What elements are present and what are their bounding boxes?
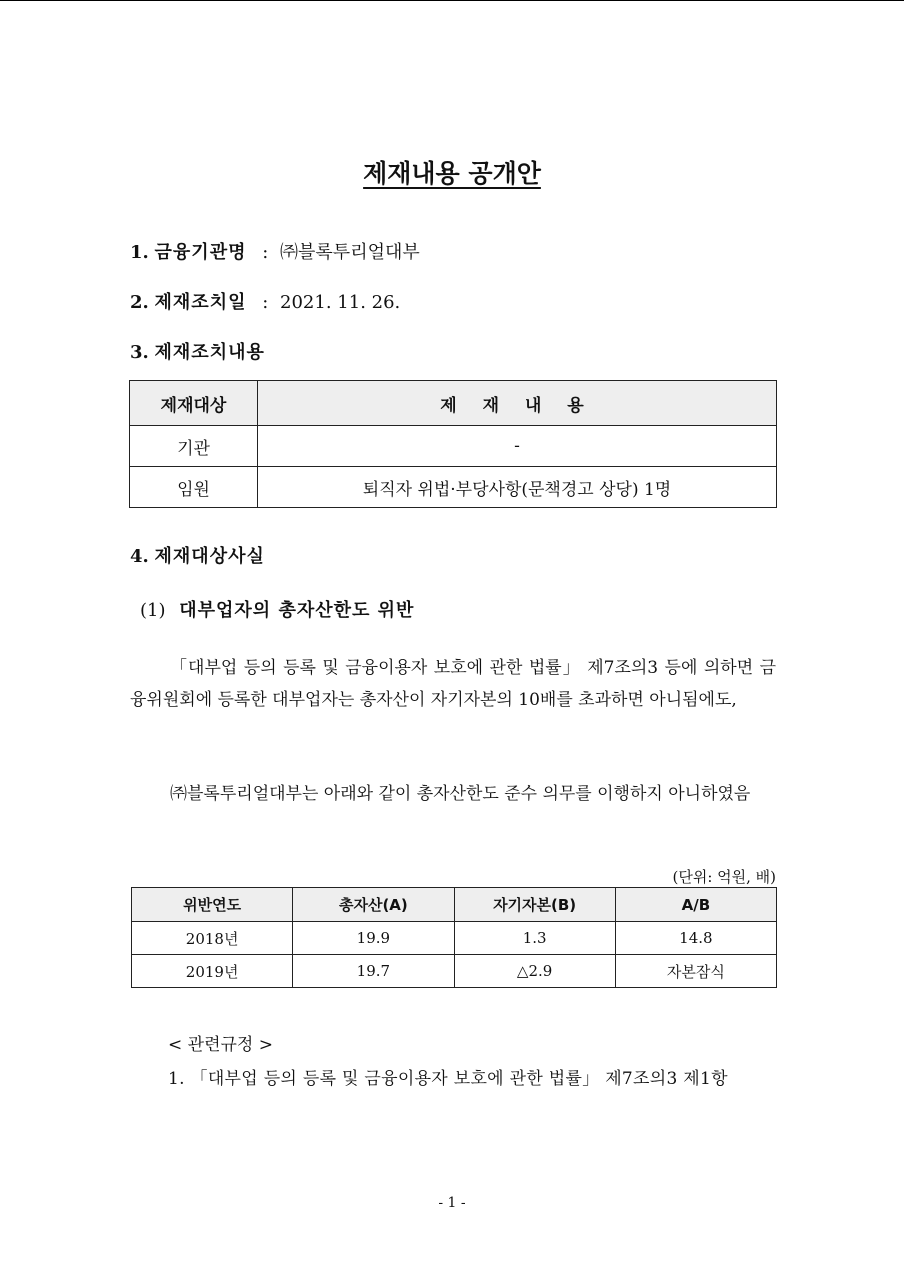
page-title: 제재내용 공개안 xyxy=(363,159,541,188)
cell-equity: △2.9 xyxy=(454,955,615,988)
subsection-label: 대부업자의 총자산한도 위반 xyxy=(179,600,415,621)
action-date-heading xyxy=(130,288,400,314)
section-label: 제재대상사실 xyxy=(154,546,265,567)
paragraph-text: ㈜블록투리얼대부는 아래와 같이 총자산한도 준수 의무를 이행하지 아니하였음 xyxy=(170,784,751,804)
institution-heading xyxy=(130,238,420,264)
cell-year: 2019년 xyxy=(132,955,293,988)
cell-ratio: 자본잠식 xyxy=(615,955,776,988)
paragraph-text: 「대부업 등의 등록 및 금융이용자 보호에 관한 법률」 제7조의3 등에 의하면 금융위원회에 등록한 대부업자는 총자산이 자기자본의 10배를 초과하면 아니됨에도, xyxy=(130,658,776,710)
header-assets: 총자산(A) xyxy=(293,888,454,922)
violation-table xyxy=(131,887,777,988)
section-label: 제재조치내용 xyxy=(154,342,265,363)
paragraph-violation xyxy=(130,778,776,810)
section-label: 제재조치일 xyxy=(154,292,247,313)
institution-name: ㈜블록투리얼대부 xyxy=(280,242,420,263)
action-date-value: 2021. 11. 26. xyxy=(280,292,401,313)
header-target: 제재대상 xyxy=(130,381,258,426)
section-number: 2. xyxy=(130,292,149,313)
regulations-title: < 관련규정 > xyxy=(168,1035,273,1055)
page-number: - 1 - xyxy=(438,1195,466,1211)
cell-equity: 1.3 xyxy=(454,922,615,955)
subsection-number: (1) xyxy=(140,600,166,621)
cell-content: - xyxy=(258,426,777,467)
top-border-line xyxy=(0,0,904,1)
table-header-row xyxy=(130,381,777,426)
cell-assets: 19.9 xyxy=(293,922,454,955)
header-content: 제 재 내 용 xyxy=(258,381,777,426)
separator: : xyxy=(262,242,269,263)
facts-heading xyxy=(130,542,265,568)
cell-year: 2018년 xyxy=(132,922,293,955)
subsection-heading xyxy=(140,596,414,622)
section-label: 금융기관명 xyxy=(154,242,247,263)
table-row xyxy=(132,955,777,988)
section-number: 1. xyxy=(130,242,149,263)
cell-target: 기관 xyxy=(130,426,258,467)
section-number: 3. xyxy=(130,342,149,363)
table-row xyxy=(130,467,777,508)
table-header-row xyxy=(132,888,777,922)
header-ratio: A/B xyxy=(615,888,776,922)
paragraph-legal-basis xyxy=(130,652,776,716)
cell-content: 퇴직자 위법·부당사항(문책경고 상당) 1명 xyxy=(258,467,777,508)
cell-target: 임원 xyxy=(130,467,258,508)
unit-note: (단위: 억원, 배) xyxy=(672,868,776,886)
table-row xyxy=(132,922,777,955)
header-year: 위반연도 xyxy=(132,888,293,922)
table-row xyxy=(130,426,777,467)
cell-assets: 19.7 xyxy=(293,955,454,988)
section-number: 4. xyxy=(130,546,149,567)
sanction-table xyxy=(129,380,777,508)
header-equity: 자기자본(B) xyxy=(454,888,615,922)
action-content-heading xyxy=(130,338,265,364)
regulation-item: 1. 「대부업 등의 등록 및 금융이용자 보호에 관한 법률」 제7조의3 제1항 xyxy=(168,1069,728,1089)
cell-ratio: 14.8 xyxy=(615,922,776,955)
separator: : xyxy=(262,292,269,313)
